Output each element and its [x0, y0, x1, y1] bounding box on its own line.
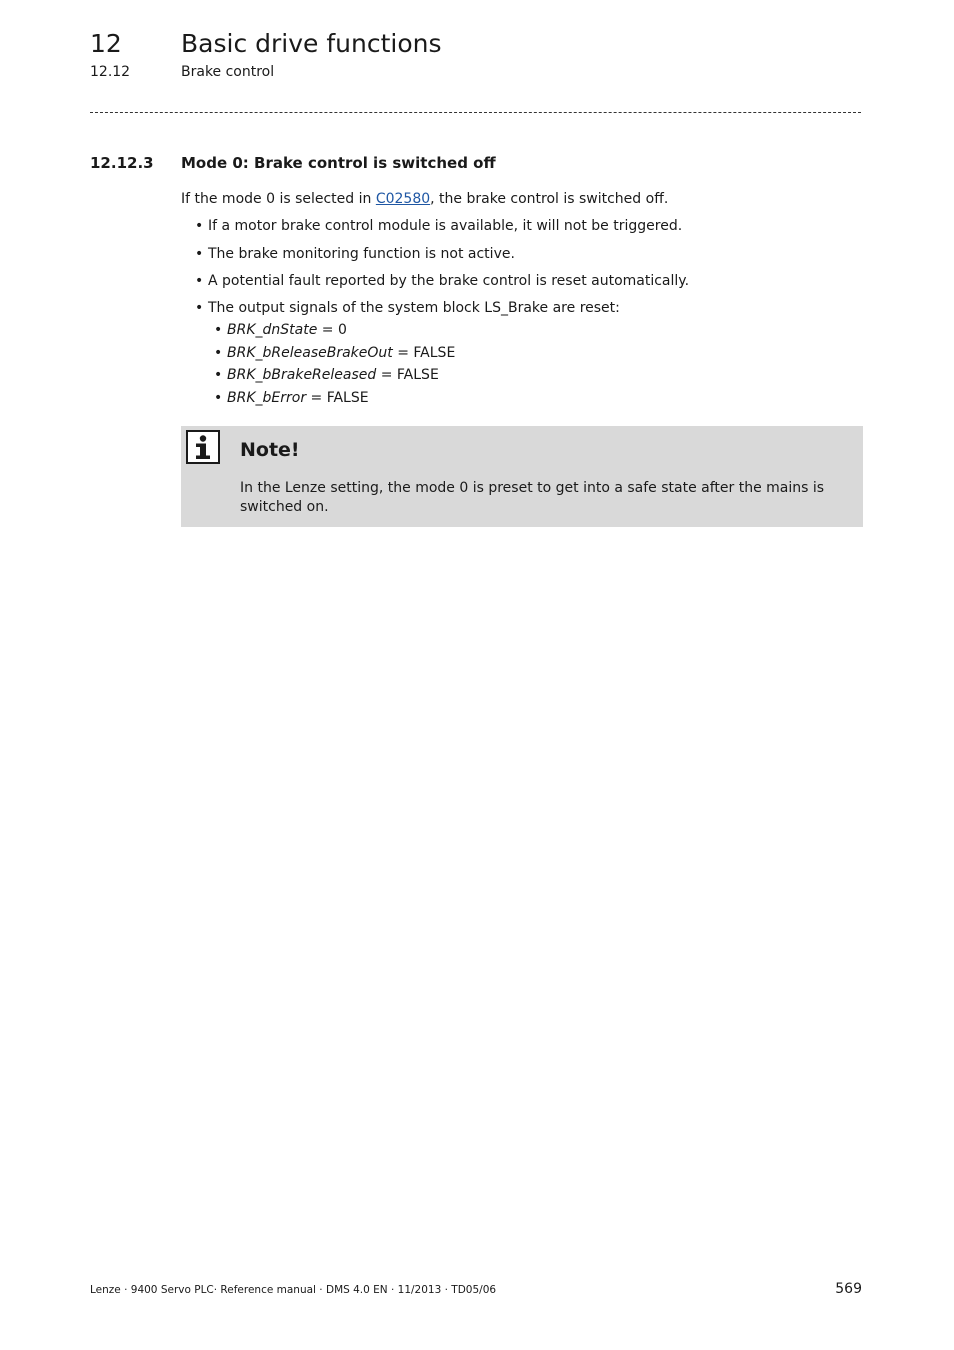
- signal-value: = FALSE: [306, 390, 369, 406]
- signal-name: BRK_bError: [227, 390, 307, 406]
- bullet-icon: •: [195, 300, 204, 316]
- list-item: • If a motor brake control module is available, it will not be triggered.: [195, 218, 683, 234]
- signal-value: = FALSE: [392, 345, 456, 361]
- signal-value: = FALSE: [376, 367, 439, 383]
- chapter-title: Basic drive functions: [181, 29, 442, 58]
- intro-text-after: , the brake control is switched off.: [430, 191, 669, 207]
- bullet-icon: •: [214, 322, 223, 338]
- signal-list-item: [214, 320, 347, 340]
- bullet-icon: •: [195, 273, 204, 289]
- intro-paragraph: [181, 189, 668, 209]
- bullet-icon: •: [214, 345, 223, 361]
- subchapter-number: 12.12: [90, 64, 131, 80]
- signal-name: BRK_bBrakeReleased: [227, 367, 377, 383]
- note-label: Note!: [240, 439, 300, 461]
- page-number: 569: [835, 1281, 862, 1297]
- bullet-icon: •: [214, 367, 223, 383]
- chapter-number: 12: [90, 29, 122, 58]
- code-link-c02580[interactable]: C02580: [375, 191, 431, 207]
- bullet-icon: •: [214, 390, 223, 406]
- signal-list-item: [214, 343, 455, 363]
- list-item: • The output signals of the system block LS_Brake are reset:: [195, 300, 620, 316]
- section-title: Mode 0: Brake control is switched off: [181, 154, 496, 172]
- section-number: 12.12.3: [90, 154, 154, 172]
- info-icon: [186, 430, 220, 464]
- signal-list-item: [214, 388, 369, 408]
- footer-document-info: Lenze · 9400 Servo PLC· Reference manual · DMS 4.0 EN · 11/2013 · TD05/06: [90, 1284, 497, 1296]
- subchapter-title: Brake control: [181, 64, 275, 80]
- signal-value: = 0: [317, 322, 347, 338]
- header-divider: [90, 112, 861, 113]
- signal-name: BRK_bReleaseBrakeOut: [227, 345, 393, 361]
- list-item: • The brake monitoring function is not active.: [195, 246, 515, 262]
- signal-list-item: [214, 365, 439, 385]
- note-text: In the Lenze setting, the mode 0 is preset to get into a safe state after the mains is switched on.: [240, 480, 825, 515]
- bullet-icon: •: [195, 246, 204, 262]
- signal-name: BRK_dnState: [227, 322, 318, 338]
- bullet-icon: •: [195, 218, 204, 234]
- list-item: • A potential fault reported by the brake control is reset automatically.: [195, 273, 690, 289]
- intro-text-before: If the mode 0 is selected in: [181, 191, 376, 207]
